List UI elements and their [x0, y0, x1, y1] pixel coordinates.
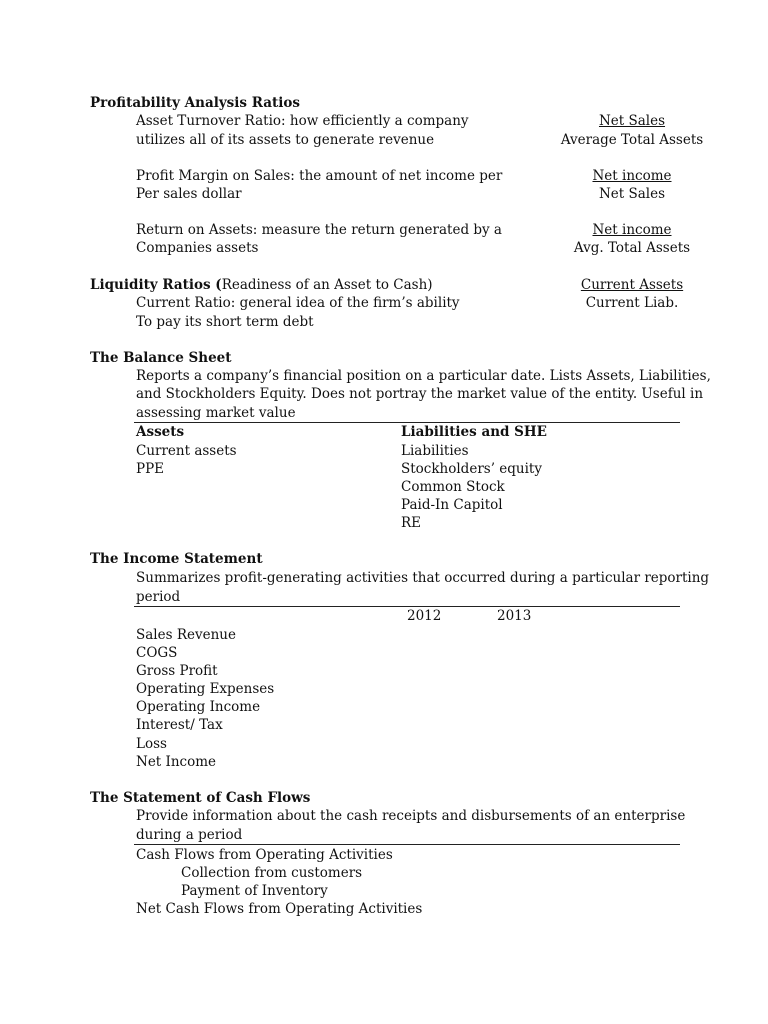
asset-turnover-denominator: Average Total Assets — [560, 132, 704, 148]
cash-flows-desc-line2: during a period — [136, 827, 243, 843]
profit-margin-desc-line1: Profit Margin on Sales: the amount of net income per — [136, 168, 503, 184]
income-statement-heading: The Income Statement — [90, 551, 263, 567]
liabilities-item: Common Stock — [401, 479, 505, 495]
liquidity-heading-rest: Readiness of an Asset to Cash) — [221, 277, 433, 293]
year-header: 2012 — [407, 608, 442, 624]
profitability-heading: Profitability Analysis Ratios — [90, 95, 300, 111]
profit-margin-denominator: Net Sales — [598, 186, 666, 202]
return-on-assets-desc-line2: Companies assets — [136, 240, 259, 256]
income-row: Operating Expenses — [136, 681, 275, 697]
balance-sheet-heading: The Balance Sheet — [90, 350, 232, 366]
liabilities-item: Paid-In Capitol — [401, 497, 503, 513]
current-ratio-numerator: Current Assets — [580, 277, 684, 293]
profit-margin-numerator: Net income — [592, 168, 672, 184]
income-row: Gross Profit — [136, 663, 218, 679]
return-on-assets-numerator: Net income — [592, 222, 672, 238]
liabilities-item: Stockholders’ equity — [401, 461, 542, 477]
asset-turnover-desc-line2: utilizes all of its assets to generate revenue — [136, 132, 435, 148]
income-row: Interest/ Tax — [136, 717, 223, 733]
liabilities-item: Liabilities — [401, 443, 469, 459]
asset-turnover-desc-line1: Asset Turnover Ratio: how efficiently a company — [136, 113, 469, 129]
cash-flows-subitem: Collection from customers — [181, 865, 363, 881]
income-row: Operating Income — [136, 699, 261, 715]
cash-flows-subitem: Payment of Inventory — [181, 883, 328, 899]
current-ratio-desc-line2: To pay its short term debt — [136, 314, 314, 330]
liquidity-heading — [90, 276, 433, 294]
balance-sheet-desc-line2: and Stockholders Equity. Does not portray the market value of the entity. Useful in — [136, 386, 704, 402]
cash-flows-heading: The Statement of Cash Flows — [90, 790, 311, 806]
cash-flows-net: Net Cash Flows from Operating Activities — [136, 901, 423, 917]
liquidity-heading-bold: Liquidity Ratios ( — [90, 277, 222, 293]
cash-flows-desc-line1: Provide information about the cash receipts and disbursements of an enterprise — [136, 808, 686, 824]
assets-header: Assets — [136, 424, 185, 440]
assets-item: Current assets — [136, 443, 237, 459]
assets-item: PPE — [136, 461, 165, 477]
income-row: Loss — [136, 736, 167, 752]
liabilities-header: Liabilities and SHE — [401, 424, 547, 440]
liabilities-item: RE — [401, 515, 422, 531]
cash-flows-divider — [134, 844, 680, 845]
current-ratio-desc-line1: Current Ratio: general idea of the firm’s ability — [136, 295, 460, 311]
asset-turnover-numerator: Net Sales — [598, 113, 666, 129]
year-header: 2013 — [497, 608, 532, 624]
return-on-assets-desc-line1: Return on Assets: measure the return generated by a — [136, 222, 502, 238]
balance-sheet-desc-line1: Reports a company’s financial position on a particular date. Lists Assets, Liabilities, — [136, 368, 711, 384]
cash-flows-section: Cash Flows from Operating Activities — [136, 847, 393, 863]
income-row: Net Income — [136, 754, 217, 770]
income-statement-desc-line1: Summarizes profit-generating activities that occurred during a particular reporting — [136, 570, 710, 586]
balance-sheet-desc-line3: assessing market value — [136, 405, 296, 421]
income-row: COGS — [136, 645, 178, 661]
income-statement-desc-line2: period — [136, 589, 181, 605]
current-ratio-denominator: Current Liab. — [585, 295, 679, 311]
income-row: Sales Revenue — [136, 627, 236, 643]
return-on-assets-denominator: Avg. Total Assets — [573, 240, 691, 256]
profit-margin-desc-line2: Per sales dollar — [136, 186, 242, 202]
